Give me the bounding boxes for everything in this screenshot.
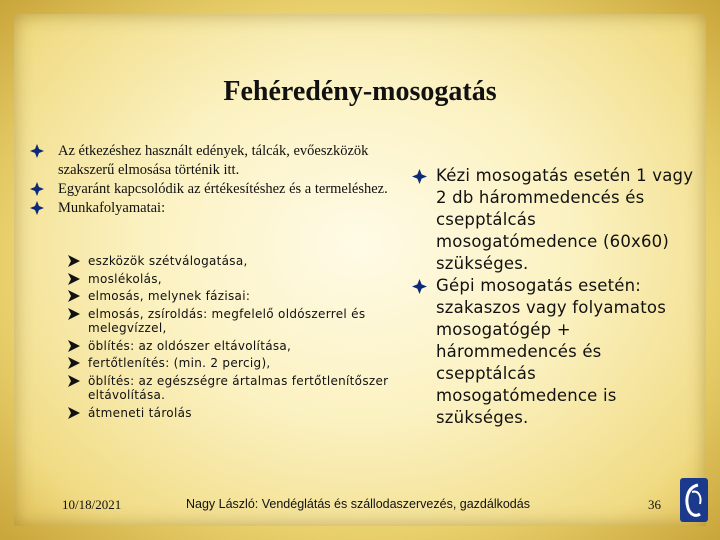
bullet-text: Gépi mosogatás esetén: szakaszos vagy folyamatos mosogatógép + hárommedencés és csepptálcás mosogatómedence is szükséges.	[436, 276, 667, 427]
arrow-bullet-icon	[68, 308, 80, 320]
left-bullet-list	[28, 142, 390, 218]
page-number: 36	[648, 497, 661, 512]
sub-item-text: eszközök szétválogatása,	[88, 254, 248, 268]
sub-item-text: moslékolás,	[88, 271, 162, 286]
right-bullet-list	[410, 165, 700, 429]
list-item	[410, 275, 700, 429]
list-item	[28, 142, 390, 180]
arrow-bullet-icon	[68, 290, 80, 302]
diamond-bullet-icon	[30, 182, 46, 198]
sub-item-text: átmeneti tárolás	[88, 405, 192, 420]
sub-item-text: elmosás, zsíroldás: megfelelő oldószerrel és melegvízzel,	[88, 306, 366, 335]
list-item	[68, 356, 393, 371]
list-item	[68, 307, 393, 336]
bullet-text: Kézi mosogatás esetén 1 vagy 2 db hárommedencés és csepptálcás mosogatómedence (60x60) szükséges.	[436, 166, 694, 273]
list-item	[68, 339, 393, 354]
list-item	[68, 272, 393, 287]
list-item	[68, 289, 393, 304]
arrow-bullet-icon	[68, 375, 80, 387]
arrow-bullet-icon	[68, 340, 80, 352]
sub-item-text: öblítés: az oldószer eltávolítása,	[88, 338, 292, 353]
sub-item-text: öblítés: az egészségre ártalmas fertőtlenítőszer eltávolítása.	[88, 373, 389, 402]
publisher-logo-icon	[680, 478, 708, 522]
list-item	[410, 165, 700, 275]
slide-title: Fehéredény-mosogatás	[223, 76, 497, 107]
workflow-sub-list	[68, 254, 393, 423]
arrow-bullet-icon	[68, 273, 80, 285]
list-item	[28, 199, 390, 218]
bullet-text: Az étkezéshez használt edények, tálcák, evőeszközök szakszerű elmosása történik itt.	[58, 143, 369, 178]
sub-item-text: fertőtlenítés: (min. 2 percig),	[88, 356, 271, 370]
footer-date: 10/18/2021	[62, 497, 122, 512]
arrow-bullet-icon	[68, 357, 80, 369]
diamond-bullet-icon	[412, 169, 428, 185]
list-item	[68, 254, 393, 269]
bullet-text: Egyaránt kapcsolódik az értékesítéshez és a termeléshez.	[58, 181, 388, 197]
sub-item-text: elmosás, melynek fázisai:	[88, 289, 251, 303]
list-item	[68, 406, 393, 421]
diamond-bullet-icon	[30, 201, 46, 217]
footer-author: Nagy László: Vendéglátás és szállodaszervezés, gazdálkodás	[186, 497, 530, 511]
list-item	[68, 374, 393, 403]
arrow-bullet-icon	[68, 407, 80, 419]
diamond-bullet-icon	[412, 279, 428, 295]
list-item	[28, 180, 390, 199]
diamond-bullet-icon	[30, 144, 46, 160]
bullet-text: Munkafolyamatai:	[58, 200, 166, 216]
arrow-bullet-icon	[68, 255, 80, 267]
